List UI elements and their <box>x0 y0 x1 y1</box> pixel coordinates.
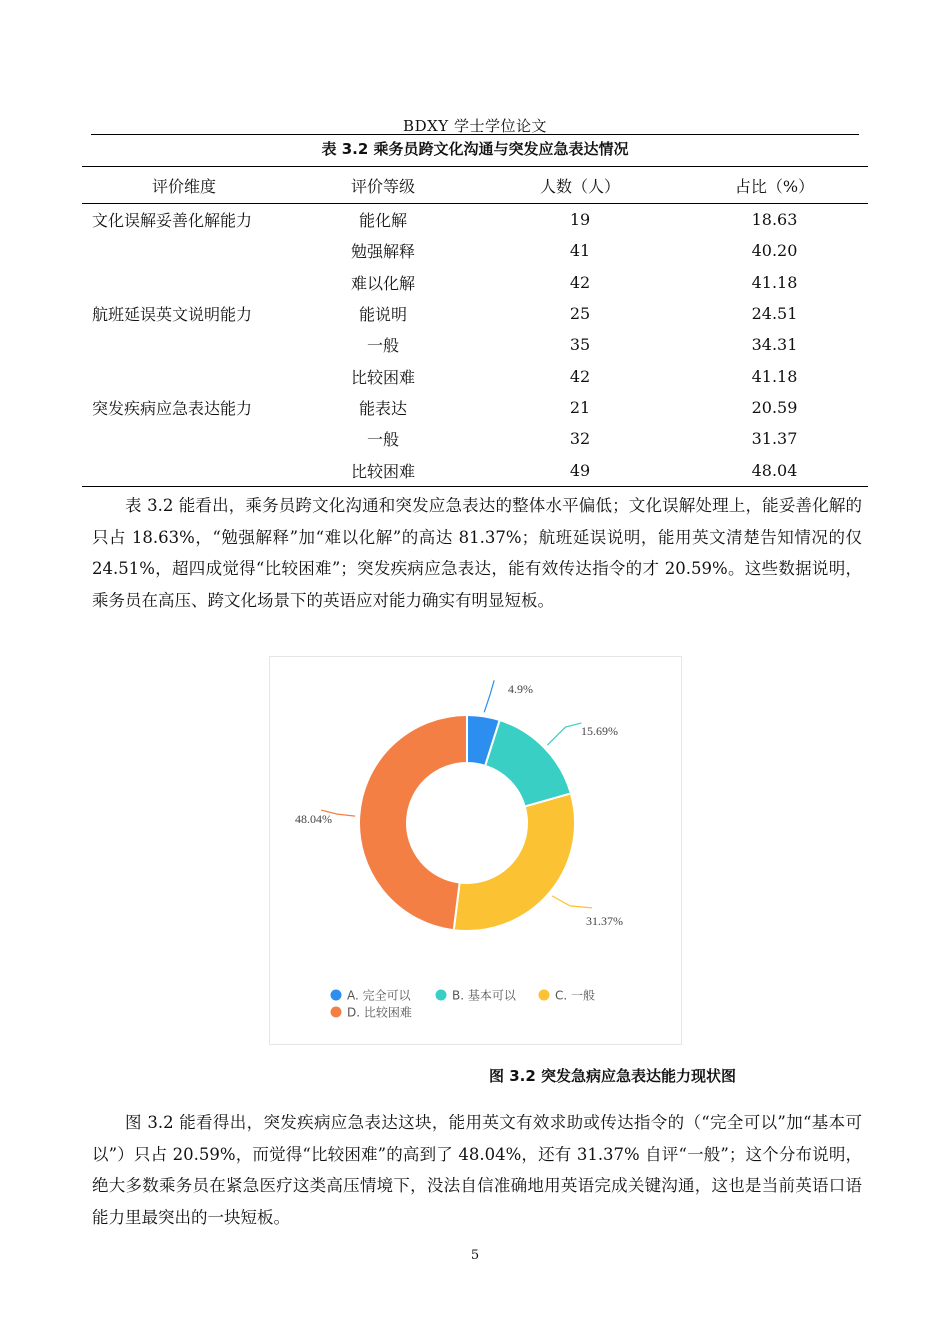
donut-chart <box>269 656 682 1045</box>
table-cell: 40.20 <box>751 241 798 261</box>
table-row <box>82 298 868 329</box>
table-cell: 24.51 <box>751 304 798 324</box>
table-row <box>82 360 868 391</box>
table-cell <box>82 267 287 298</box>
table-row <box>82 235 868 266</box>
table-cell: 突发疾病应急表达能力 <box>92 398 253 418</box>
table-cell: 18.63 <box>751 210 798 230</box>
table-cell: 41.18 <box>751 366 798 386</box>
donut-slice <box>454 793 575 931</box>
data-table <box>82 166 868 487</box>
table-cell: 48.04 <box>681 454 868 486</box>
table-row <box>82 454 868 486</box>
slice-data-label: 48.04% <box>295 812 332 826</box>
table-cell: 21 <box>569 397 591 417</box>
table-row <box>82 267 868 298</box>
header-rule <box>91 134 859 135</box>
table-cell: 比较困难 <box>287 454 479 486</box>
legend-label: B. 基本可以 <box>452 988 516 1003</box>
figure-caption: 图 3.2 突发急病应急表达能力现状图 <box>489 1067 737 1085</box>
table-cell: 航班延误英文说明能力 <box>92 305 253 325</box>
table-cell: 文化误解妥善化解能力 <box>92 211 253 231</box>
table-cell: 一般 <box>366 336 399 356</box>
slice-data-label: 15.69% <box>581 724 618 738</box>
table-header-cell: 人数（人） <box>479 167 681 204</box>
table-row <box>82 423 868 454</box>
donut-slice <box>485 720 571 807</box>
table-cell: 35 <box>569 335 591 355</box>
table-cell: 能说明 <box>358 305 407 325</box>
table-cell: 20.59 <box>751 397 798 417</box>
chart-svg <box>270 657 681 1044</box>
table-cell: 19 <box>569 210 591 230</box>
table-cell: 勉强解释 <box>350 242 415 262</box>
table-header-cell: 占比（%） <box>681 167 868 204</box>
table-header-row <box>82 167 868 204</box>
slice-data-label: 31.37% <box>586 914 623 928</box>
table-header-cell: 评价维度 <box>82 167 287 204</box>
table-cell: 能化解 <box>358 211 407 231</box>
table-cell: 49 <box>479 454 681 486</box>
running-header: BDXY 学士学位论文 <box>403 117 547 135</box>
legend-marker <box>331 990 342 1001</box>
slice-data-label: 4.9% <box>508 682 533 696</box>
table-cell: 比较困难 <box>350 367 415 387</box>
table-cell: 一般 <box>366 430 399 450</box>
table-cell <box>82 235 287 266</box>
table-cell <box>82 360 287 391</box>
leader-line <box>547 723 581 745</box>
table-cell: 42 <box>569 366 591 386</box>
table-row <box>82 329 868 360</box>
table-cell <box>82 454 287 486</box>
paragraph: 图 3.2 能看得出，突发疾病应急表达这块，能用英文有效求助或传达指令的（“完全可以”加“基本可以”）只占 20.59%，而觉得“比较困难”的高到了 48.04%，还有 31.37% 自评“一般”；这个分布说明，绝大多数乘务员在紧急医疗这类高压情境下，没法自信准确地用英语完成关键沟通，这也是当前英语口语能力里最突出的一块短板。 <box>92 1113 862 1227</box>
table-row <box>82 392 868 423</box>
legend-marker <box>436 990 447 1001</box>
table-cell: 34.31 <box>751 335 798 355</box>
leader-line <box>552 896 592 908</box>
table-cell: 难以化解 <box>350 273 415 293</box>
table-cell <box>82 329 287 360</box>
table-cell: 32 <box>569 429 591 449</box>
table-header-cell: 评价等级 <box>287 167 479 204</box>
legend-label: D. 比较困难 <box>347 1005 412 1020</box>
table-cell: 能表达 <box>358 398 407 418</box>
table-cell: 31.37 <box>751 429 798 449</box>
paragraph: 表 3.2 能看出，乘务员跨文化沟通和突发应急表达的整体水平偏低；文化误解处理上，能妥善化解的只占 18.63%，“勉强解释”加“难以化解”的高达 81.37%；航班延误说明，能用英文清楚告知情况的仅 24.51%，超四成觉得“比较困难”；突发疾病应急表达，能有效传达指令的才 20.59%。这些数据说明，乘务员在高压、跨文化场景下的英语应对能力确实有明显短板。 <box>92 496 862 610</box>
table-caption: 表 3.2 乘务员跨文化沟通与突发应急表达情况 <box>321 140 629 158</box>
legend-label: C. 一般 <box>555 988 596 1003</box>
table-cell: 41 <box>569 241 591 261</box>
table-cell: 42 <box>569 272 591 292</box>
legend-label: A. 完全可以 <box>347 988 411 1003</box>
legend-marker <box>539 990 550 1001</box>
table-cell: 41.18 <box>751 272 798 292</box>
table-cell <box>82 423 287 454</box>
leader-line <box>484 680 494 712</box>
table-cell: 25 <box>569 304 591 324</box>
page-number: 5 <box>470 1248 480 1263</box>
table-row <box>82 204 868 236</box>
legend-marker <box>331 1007 342 1018</box>
donut-slice <box>359 715 467 930</box>
